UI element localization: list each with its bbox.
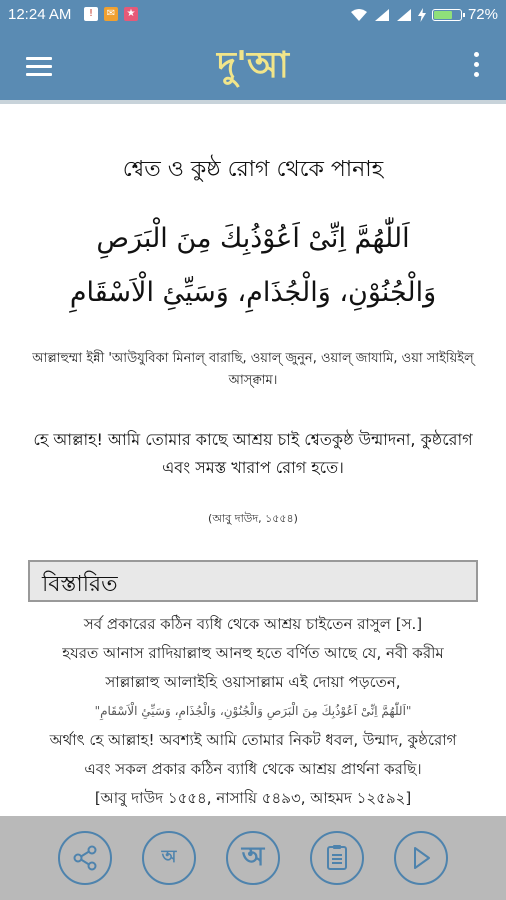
dua-meaning: হে আল্লাহ! আমি তোমার কাছে আশ্রয় চাই শ্বেতকুষ্ঠ উন্মাদনা, কুষ্ঠরোগ এবং সমস্ত খারাপ রোগ হতে। <box>33 430 473 477</box>
share-button[interactable] <box>58 831 112 885</box>
font-increase-button[interactable] <box>226 831 280 885</box>
app-bar <box>0 30 506 104</box>
details-text <box>20 610 486 813</box>
dua-reference: (আবু দাউদ, ১৫৫৪) <box>208 512 298 525</box>
wifi-icon <box>350 8 368 22</box>
mail-icon: ✉ <box>104 7 118 21</box>
bottom-action-bar <box>0 816 506 900</box>
charging-icon <box>418 8 426 22</box>
status-indicators <box>350 6 498 23</box>
copy-button[interactable] <box>310 831 364 885</box>
details-line: এবং সকল প্রকার কঠিন ব্যাধি থেকে আশ্রয় প্রার্থনা করছি। <box>84 760 422 778</box>
dua-arabic-line: اَللّٰهُمَّ اِنِّىْ اَعُوْذُبِكَ مِنَ الْبَرَصِ <box>96 223 410 254</box>
copy-icon <box>324 844 350 872</box>
details-line: অর্থাৎ হে আল্লাহ! অবশ্যই আমি তোমার নিকট ধবল, উন্মাদ, কুষ্ঠরোগ <box>49 731 457 749</box>
dua-arabic <box>30 212 476 320</box>
share-icon <box>71 844 99 872</box>
dua-content[interactable] <box>0 104 506 816</box>
details-heading-box <box>28 560 478 602</box>
status-bar <box>0 0 506 30</box>
battery-percent: 72% <box>467 6 498 23</box>
app-title: দু'আ <box>217 44 289 86</box>
star-icon: ★ <box>124 7 138 21</box>
details-line: সাল্লাল্লাহু আলাইহি ওয়াসাল্লাম এই দোয়া পড়তেন, <box>105 673 401 691</box>
status-time: 12:24 AM <box>8 6 72 23</box>
font-increase-icon: অ <box>241 842 265 872</box>
play-button[interactable] <box>394 831 448 885</box>
dua-title: শ্বেত ও কুষ্ঠ রোগ থেকে পানাহ <box>122 157 384 182</box>
dua-arabic-line: وَالْجُنُوْنِ، وَالْجُذَامِ، وَسَيِّئِ الْاَسْقَامِ <box>69 277 437 308</box>
details-line: হযরত আনাস রাদিয়াল্লাহু আনহু হতে বর্ণিত আছে যে, নবী করীম <box>62 644 444 662</box>
details-line: সর্ব প্রকারের কঠিন ব্যধি থেকে আশ্রয় চাইতেন রাসুল [স.] <box>83 615 423 633</box>
alert-icon: ! <box>84 7 98 21</box>
font-decrease-button[interactable] <box>142 831 196 885</box>
font-decrease-icon: অ <box>161 847 177 867</box>
details-line: [আবু দাউদ ১৫৫৪, নাসায়ি ৫৪৯৩, আহমদ ১২৫৯২] <box>94 789 412 807</box>
overflow-menu-icon[interactable] <box>474 52 480 82</box>
battery-icon <box>432 9 462 21</box>
signal-icon <box>396 8 412 22</box>
dua-transliteration: আল্লাহুম্মা ইন্নী 'আউযুবিকা মিনাল্ বারাছি, ওয়াল্ জুনুন, ওয়াল্ জাযামি, ওয়া সাইয়িইল্ আস্ক্বাম। <box>32 351 474 388</box>
details-heading: বিস্তারিত <box>42 572 118 597</box>
signal-icon <box>374 8 390 22</box>
details-arabic-line: "اَللّٰهُمَّ اِنِّىْ اَعُوْذُبِكَ مِنَ الْبَرَصِ وَالْجُنُوْنِ، وَالْجُذَامِ، وَسَيِّئِ الْاَسْقَامِ" <box>94 704 412 718</box>
play-icon <box>409 845 433 871</box>
